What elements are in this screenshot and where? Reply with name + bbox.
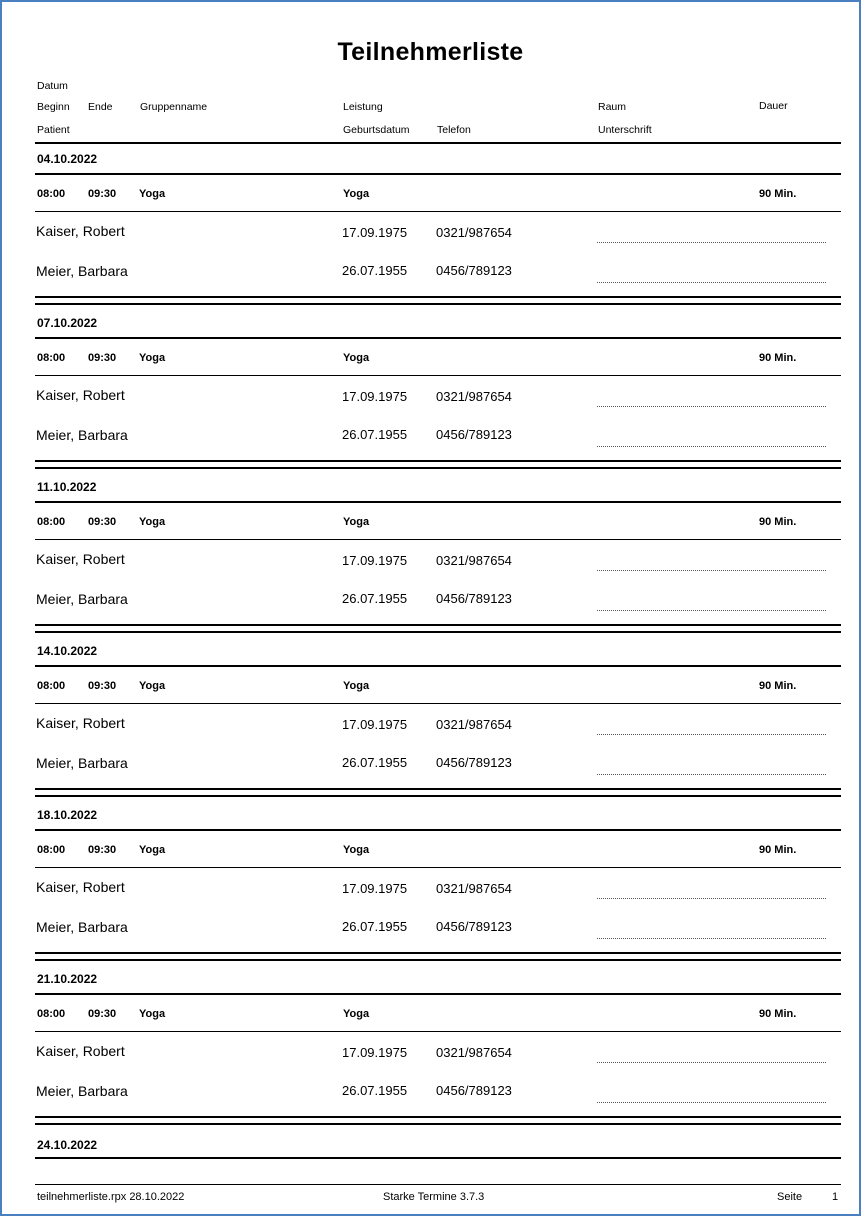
session-end: 09:30 <box>88 188 117 200</box>
session-service: Yoga <box>343 352 370 364</box>
header-telefon: Telefon <box>437 124 471 136</box>
participant-name: Meier, Barbara <box>36 427 128 443</box>
session-start: 08:00 <box>37 352 66 364</box>
footer-app: Starke Termine 3.7.3 <box>383 1191 485 1203</box>
participant-name: Kaiser, Robert <box>36 715 125 731</box>
participant-phone: 0456/789123 <box>436 919 512 934</box>
group-end-rule <box>35 631 841 633</box>
session-service: Yoga <box>343 1008 370 1020</box>
participant-birthdate: 26.07.1955 <box>342 919 408 934</box>
signature-line <box>597 1102 826 1103</box>
session-duration: 90 Min. <box>759 1008 797 1020</box>
group-end-rule <box>35 303 841 305</box>
signature-line <box>597 242 826 243</box>
participant-birthdate: 17.09.1975 <box>342 717 408 732</box>
participant-name: Kaiser, Robert <box>36 551 125 567</box>
participant-birthdate: 17.09.1975 <box>342 389 408 404</box>
session-rule <box>35 539 841 540</box>
group-end-rule <box>35 467 841 469</box>
header-patient: Patient <box>37 124 70 136</box>
session-rule <box>35 1031 841 1032</box>
group-date: 24.10.2022 <box>37 1138 98 1152</box>
date-rule <box>35 665 841 667</box>
session-end: 09:30 <box>88 352 117 364</box>
session-rule <box>35 375 841 376</box>
date-group <box>0 472 861 636</box>
session-duration: 90 Min. <box>759 188 797 200</box>
header-beginn: Beginn <box>37 101 70 113</box>
participant-name: Meier, Barbara <box>36 1083 128 1099</box>
session-group: Yoga <box>139 844 166 856</box>
date-rule <box>35 173 841 175</box>
session-start: 08:00 <box>37 188 66 200</box>
date-group <box>0 308 861 472</box>
group-end-rule <box>35 795 841 797</box>
participant-birthdate: 17.09.1975 <box>342 225 408 240</box>
session-rule <box>35 211 841 212</box>
participant-name: Meier, Barbara <box>36 263 128 279</box>
signature-line <box>597 938 826 939</box>
session-end: 09:30 <box>88 680 117 692</box>
header-leistung: Leistung <box>343 101 383 113</box>
participant-birthdate: 26.07.1955 <box>342 591 408 606</box>
footer-page-label: Seite <box>777 1191 803 1203</box>
date-rule <box>35 1157 841 1159</box>
header-unterschrift: Unterschrift <box>598 124 652 136</box>
signature-line <box>597 610 826 611</box>
signature-line <box>597 774 826 775</box>
session-service: Yoga <box>343 680 370 692</box>
signature-line <box>597 1062 826 1063</box>
group-end-rule <box>35 952 841 954</box>
date-rule <box>35 993 841 995</box>
group-end-rule <box>35 624 841 626</box>
participant-phone: 0321/987654 <box>436 1045 512 1060</box>
participant-phone: 0456/789123 <box>436 755 512 770</box>
session-service: Yoga <box>343 516 370 528</box>
session-group: Yoga <box>139 1008 166 1020</box>
participant-birthdate: 26.07.1955 <box>342 1083 408 1098</box>
session-start: 08:00 <box>37 1008 66 1020</box>
session-service: Yoga <box>343 188 370 200</box>
date-rule <box>35 501 841 503</box>
header-geburtsdatum: Geburtsdatum <box>343 124 410 136</box>
participant-phone: 0321/987654 <box>436 881 512 896</box>
footer-rule <box>35 1184 841 1185</box>
session-rule <box>35 867 841 868</box>
session-end: 09:30 <box>88 1008 117 1020</box>
participant-birthdate: 17.09.1975 <box>342 881 408 896</box>
participant-name: Meier, Barbara <box>36 591 128 607</box>
group-date: 14.10.2022 <box>37 644 98 658</box>
participant-name: Kaiser, Robert <box>36 1043 125 1059</box>
session-duration: 90 Min. <box>759 516 797 528</box>
session-group: Yoga <box>139 188 166 200</box>
participant-phone: 0321/987654 <box>436 389 512 404</box>
participant-birthdate: 26.07.1955 <box>342 263 408 278</box>
signature-line <box>597 898 826 899</box>
signature-line <box>597 406 826 407</box>
group-date: 21.10.2022 <box>37 972 98 986</box>
group-date: 07.10.2022 <box>37 316 98 330</box>
participant-phone: 0456/789123 <box>436 1083 512 1098</box>
session-group: Yoga <box>139 516 166 528</box>
participant-birthdate: 26.07.1955 <box>342 427 408 442</box>
date-group <box>0 144 861 308</box>
session-rule <box>35 703 841 704</box>
participant-name: Kaiser, Robert <box>36 223 125 239</box>
signature-line <box>597 570 826 571</box>
date-rule <box>35 829 841 831</box>
signature-line <box>597 734 826 735</box>
participant-name: Meier, Barbara <box>36 755 128 771</box>
group-date: 04.10.2022 <box>37 152 98 166</box>
header-gruppenname: Gruppenname <box>140 101 208 113</box>
group-end-rule <box>35 1116 841 1118</box>
session-duration: 90 Min. <box>759 680 797 692</box>
session-group: Yoga <box>139 680 166 692</box>
footer-file: teilnehmerliste.rpx 28.10.2022 <box>37 1191 185 1203</box>
participant-phone: 0456/789123 <box>436 591 512 606</box>
participant-phone: 0456/789123 <box>436 427 512 442</box>
participant-phone: 0321/987654 <box>436 717 512 732</box>
header-ende: Ende <box>88 101 113 113</box>
date-group <box>0 800 861 964</box>
report-title: Teilnehmerliste <box>337 38 524 66</box>
participant-birthdate: 26.07.1955 <box>342 755 408 770</box>
participant-birthdate: 17.09.1975 <box>342 553 408 568</box>
header-dauer: Dauer <box>759 100 788 112</box>
session-group: Yoga <box>139 352 166 364</box>
participant-name: Meier, Barbara <box>36 919 128 935</box>
signature-line <box>597 446 826 447</box>
group-end-rule <box>35 1123 841 1125</box>
group-end-rule <box>35 460 841 462</box>
group-date: 18.10.2022 <box>37 808 98 822</box>
session-start: 08:00 <box>37 680 66 692</box>
group-date: 11.10.2022 <box>37 480 97 494</box>
participant-phone: 0456/789123 <box>436 263 512 278</box>
session-service: Yoga <box>343 844 370 856</box>
participant-name: Kaiser, Robert <box>36 879 125 895</box>
session-start: 08:00 <box>37 844 66 856</box>
date-group <box>0 964 861 1128</box>
participant-name: Kaiser, Robert <box>36 387 125 403</box>
date-group <box>0 636 861 800</box>
session-start: 08:00 <box>37 516 66 528</box>
group-end-rule <box>35 296 841 298</box>
session-end: 09:30 <box>88 844 117 856</box>
header-datum: Datum <box>37 80 68 92</box>
session-end: 09:30 <box>88 516 117 528</box>
session-duration: 90 Min. <box>759 844 797 856</box>
signature-line <box>597 282 826 283</box>
participant-birthdate: 17.09.1975 <box>342 1045 408 1060</box>
header-raum: Raum <box>598 101 627 113</box>
footer-page-number: 1 <box>832 1191 839 1203</box>
group-end-rule <box>35 959 841 961</box>
group-end-rule <box>35 788 841 790</box>
participant-phone: 0321/987654 <box>436 553 512 568</box>
date-rule <box>35 337 841 339</box>
session-duration: 90 Min. <box>759 352 797 364</box>
participant-phone: 0321/987654 <box>436 225 512 240</box>
